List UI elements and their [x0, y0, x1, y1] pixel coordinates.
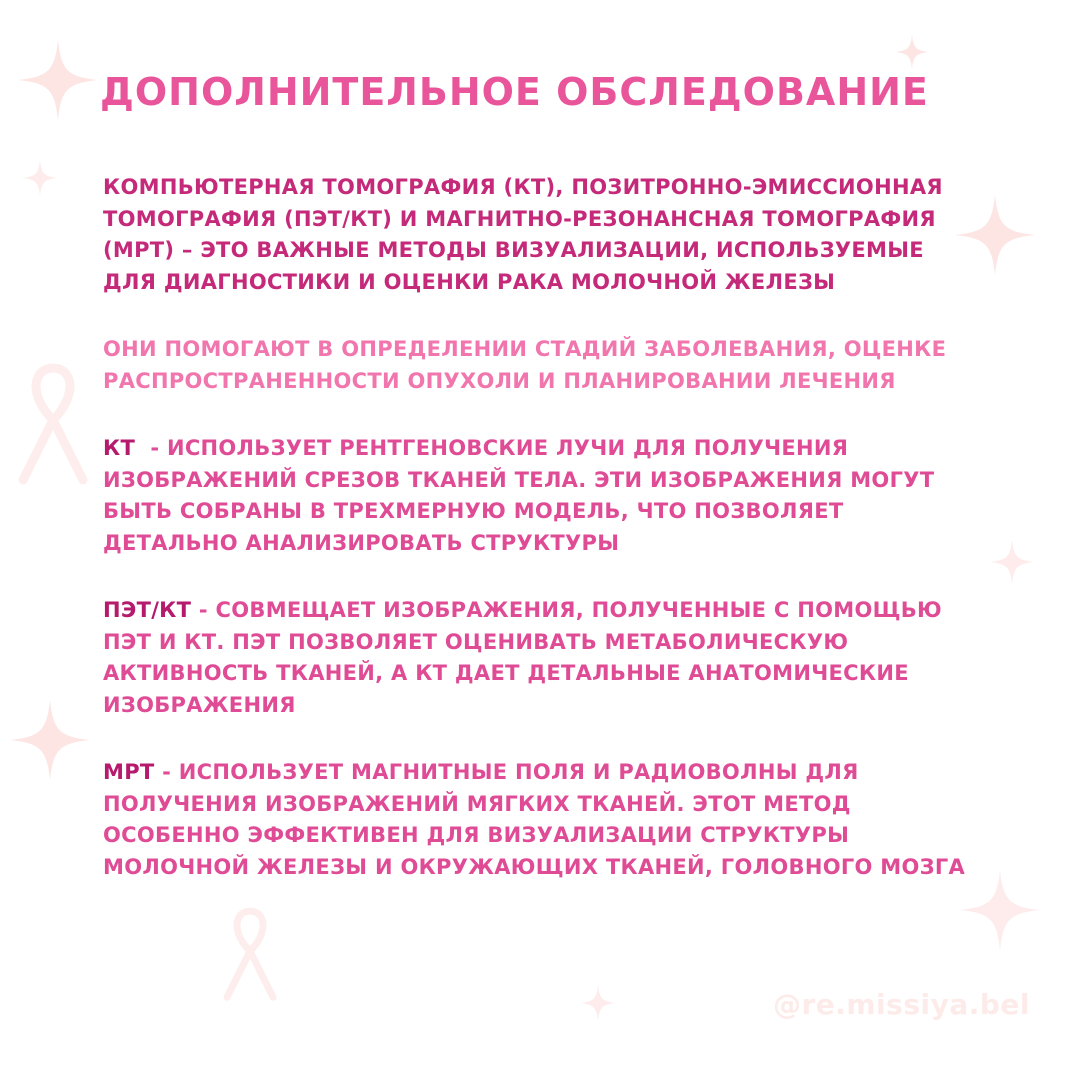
sparkle-icon [580, 985, 616, 1021]
watermark-handle: @re.missiya.bel [772, 988, 1030, 1021]
ribbon-icon [8, 360, 98, 490]
page-title: ДОПОЛНИТЕЛЬНОЕ ОБСЛЕДОВАНИЕ [100, 70, 929, 114]
intro-paragraph: КОМПЬЮТЕРНАЯ ТОМОГРАФИЯ (КТ), ПОЗИТРОННО-ЭМИССИОННАЯ ТОМОГРАФИЯ (ПЭТ/КТ) И МАГНИТНО-РЕЗОНАНСНАЯ ТОМОГРАФИЯ (МРТ) – ЭТО ВАЖНЫЕ МЕТОДЫ ВИЗУАЛИЗАЦИИ, ИСПОЛЬЗУЕМЫЕ ДЛЯ ДИАГНОСТИКИ И ОЦЕНКИ РАКА МОЛОЧНОЙ ЖЕЛЕЗЫ [103, 175, 943, 294]
sparkle-icon [895, 35, 929, 69]
ct-term: КТ [103, 436, 136, 460]
pet-paragraph [103, 595, 978, 721]
pet-description: - СОВМЕЩАЕТ ИЗОБРАЖЕНИЯ, ПОЛУЧЕННЫЕ С ПОМОЩЬЮ ПЭТ И КТ. ПЭТ ПОЗВОЛЯЕТ ОЦЕНИВАТЬ МЕТАБОЛИЧЕСКУЮ АКТИВНОСТЬ ТКАНЕЙ, А КТ ДАЕТ ДЕТАЛЬНЫЕ АНАТОМИЧЕСКИЕ ИЗОБРАЖЕНИЯ [103, 598, 942, 717]
main-content [103, 172, 978, 919]
pet-term: ПЭТ/КТ [103, 598, 192, 622]
mri-paragraph [103, 757, 978, 883]
mri-description: - ИСПОЛЬЗУЕТ МАГНИТНЫЕ ПОЛЯ И РАДИОВОЛНЫ ДЛЯ ПОЛУЧЕНИЯ ИЗОБРАЖЕНИЙ МЯГКИХ ТКАНЕЙ. ЭТОТ МЕТОД ОСОБЕННО ЭФФЕКТИВЕН ДЛЯ ВИЗУАЛИЗАЦИИ СТРУКТУРЫ МОЛОЧНОЙ ЖЕЛЕЗЫ И ОКРУЖАЮЩИХ ТКАНЕЙ, ГОЛОВНОГО МОЗГА [103, 760, 966, 879]
ct-description: - ИСПОЛЬЗУЕТ РЕНТГЕНОВСКИЕ ЛУЧИ ДЛЯ ПОЛУЧЕНИЯ ИЗОБРАЖЕНИЙ СРЕЗОВ ТКАНЕЙ ТЕЛА. ЭТИ ИЗОБРАЖЕНИЯ МОГУТ БЫТЬ СОБРАНЫ В ТРЕХМЕРНУЮ МОДЕЛЬ, ЧТО ПОЗВОЛЯЕТ ДЕТАЛЬНО АНАЛИЗИРОВАТЬ СТРУКТУРЫ [103, 436, 942, 555]
sparkle-icon [18, 40, 98, 120]
mri-term: МРТ [103, 760, 155, 784]
ct-paragraph [103, 433, 978, 559]
purpose-paragraph: ОНИ ПОМОГАЮТ В ОПРЕДЕЛЕНИИ СТАДИЙ ЗАБОЛЕВАНИЯ, ОЦЕНКЕ РАСПРОСТРАНЕННОСТИ ОПУХОЛИ И ПЛАНИРОВАНИИ ЛЕЧЕНИЯ [103, 337, 947, 393]
ribbon-icon [215, 905, 285, 1005]
sparkle-icon [990, 540, 1034, 584]
sparkle-icon [10, 700, 90, 780]
sparkle-icon [22, 160, 58, 196]
